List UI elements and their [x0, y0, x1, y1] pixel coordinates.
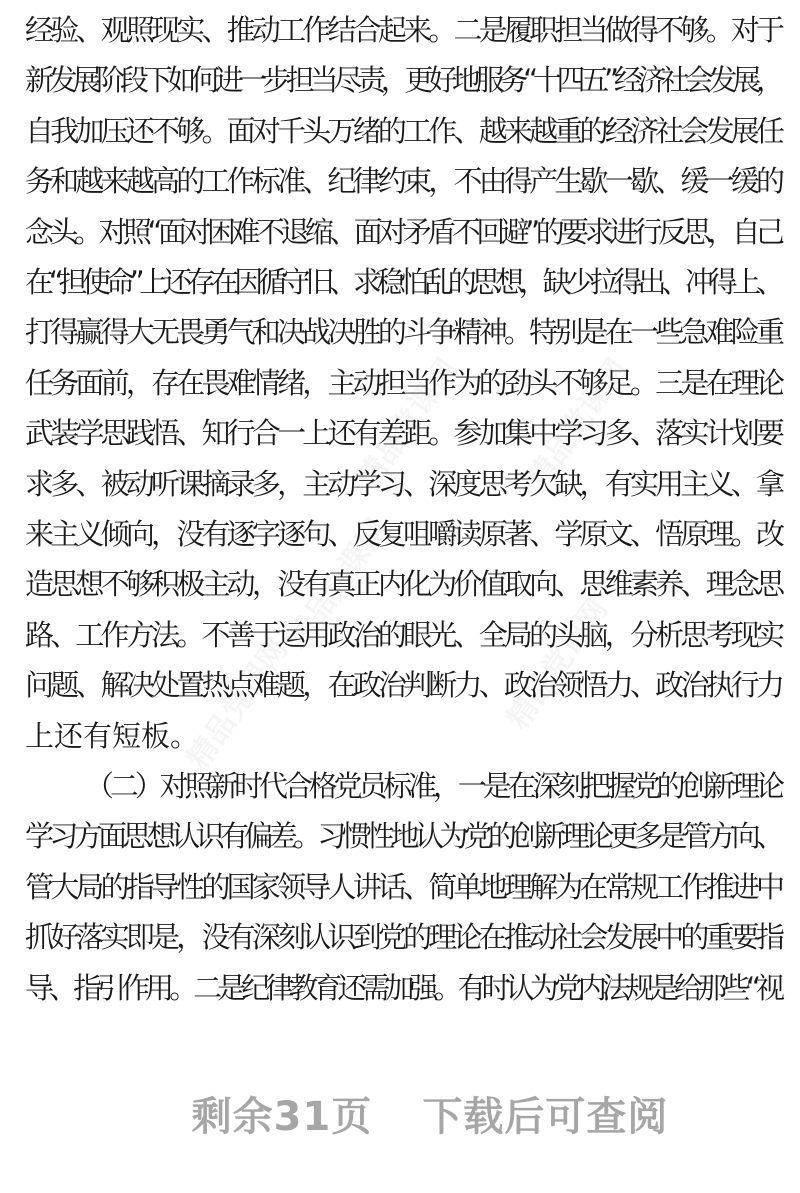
- text-line: 务和越来越高的工作标准、纪律约束，不由得产生歇一歇、缓一缓的: [25, 164, 782, 199]
- text-line: 学习方面思想认识有偏差。习惯性地认为党的创新理论更多是管方向、: [25, 819, 781, 854]
- text-line: 任务面前，存在畏难情绪，主动担当作为的劲头不够足。三是在理论: [25, 365, 782, 400]
- text-line: 抓好落实即是，没有深刻认识到党的理论在推动社会发展中的重要指: [25, 920, 782, 955]
- text-line: 求多、被动听课摘录多，主动学习、深度思考欠缺，有实用主义、拿: [25, 466, 782, 501]
- text-line: 在“担使命”上还存在因循守旧、求稳怕乱的思想，缺少拉得出、冲得上、: [25, 265, 780, 299]
- text-line: 打得赢得大无畏勇气和决战决胜的斗争精神。特别是在一些急难险重: [25, 315, 782, 350]
- text-line: 路、工作方法。不善于运用政治的眼光、全局的头脑，分析思考现实: [25, 617, 782, 652]
- text-line: 武装学思践悟、知行合一上还有差距。参加集中学习多、落实计划要: [25, 416, 782, 451]
- text-line: 管大局的指导性的国家领导人讲话、简单地理解为在常规工作推进中: [25, 869, 782, 904]
- text-line: 自我加压还不够。面对千头万绪的工作、越来越重的经济社会发展任: [25, 113, 782, 148]
- text-line: 来主义倾向，没有逐字逐句、反复咀嚼读原著、学原文、悟原理。改: [25, 517, 782, 551]
- download-prompt[interactable]: [0, 1085, 800, 1142]
- watermark: [494, 588, 616, 736]
- text-line: 上还有短板。: [25, 718, 200, 753]
- download-to-view-text: 下载后可查阅: [422, 1094, 669, 1140]
- remaining-pages-text: 剩余31页: [191, 1094, 373, 1140]
- text-line: 新发展阶段下如何进一步担当尽责，更好地服务“十四五”经济社会发展，: [25, 63, 780, 98]
- text-line: 导、指引作用。二是纪律教育还需加强。有时认为党内法规是给那些“视: [25, 970, 781, 1005]
- text-line: 念头。对照“面对困难不退缩、面对矛盾不回避”的要求进行反思，自己: [25, 214, 781, 249]
- text-line: 造思想不够积极主动，没有真正内化为价值取向、思维素养、理念思: [25, 567, 782, 602]
- text-line: （二）对照新时代合格党员标准，一是在深刻把握党的创新理论: [85, 769, 781, 803]
- text-line: 问题、解决处置热点难题，在政治判断力、政治领悟力、政治执行力: [25, 668, 782, 703]
- text-line: 经验、观照现实、推动工作结合起来。二是履职担当做得不够。对于: [25, 13, 782, 47]
